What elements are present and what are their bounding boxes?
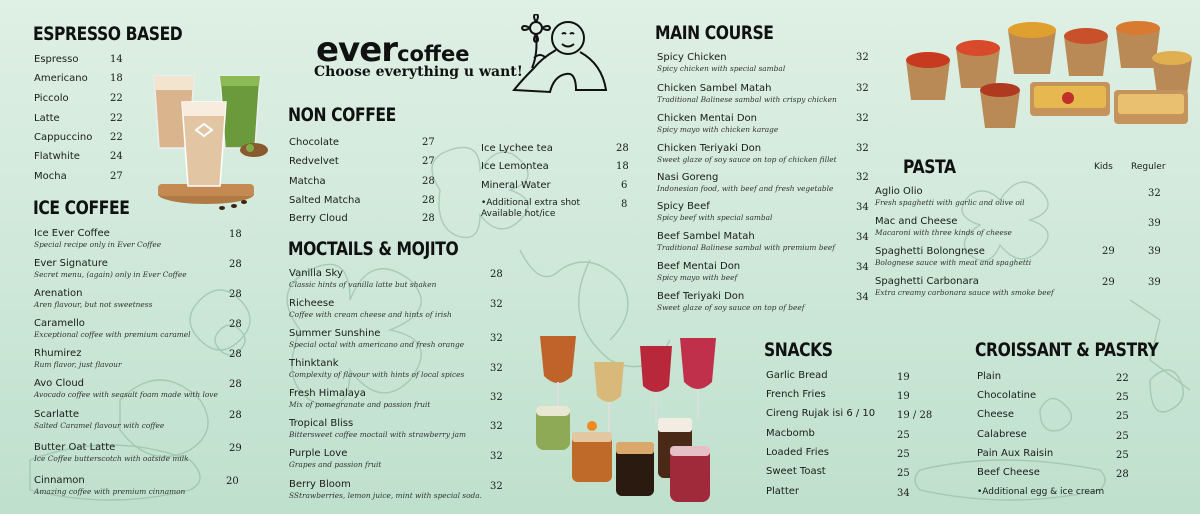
espresso-section-title: ESPRESSO BASED: [33, 23, 183, 45]
pasta-section-title: PASTA: [903, 156, 956, 178]
menu-item: Cinnamon Amazing coffee with premium cinnamon: [34, 475, 186, 496]
menu-item: Summer Sunshine Special octal with americano and fresh orange: [289, 328, 465, 349]
menu-item: Nasi Goreng Indonesian food, with beef and fresh vegetable: [657, 172, 834, 193]
menu-item: Espresso: [34, 54, 79, 65]
menu-item-price: 32: [490, 481, 503, 492]
menu-item-price-reguler: 32: [1148, 188, 1161, 199]
menu-item-price: 32: [856, 52, 869, 63]
menu-item: Chicken Teriyaki Don Sweet glaze of soy sauce on top of chicken fillet: [657, 143, 837, 164]
menu-item-price: 28: [229, 319, 242, 330]
menu-item: Avo Cloud Avocado coffee with seasalt foam made with love: [34, 378, 218, 399]
menu-item-price: 25: [897, 430, 910, 441]
menu-item: Spaghetti Carbonara Extra creamy carbonara sauce with smoke beef: [875, 276, 1054, 297]
menu-item: Fresh Himalaya Mix of pomegranate and passion fruit: [289, 388, 431, 409]
menu-item: Platter: [766, 486, 800, 497]
menu-item-price: 22: [110, 132, 123, 143]
menu-item: Ice Lemontea: [481, 161, 549, 172]
menu-item: Pain Aux Raisin: [977, 448, 1054, 459]
menu-item: Aglio Olio Fresh spaghetti with garlic and olive oil: [875, 186, 1025, 207]
menu-item: Cheese: [977, 409, 1014, 420]
menu-item: Macbomb: [766, 428, 815, 439]
additional-egg-note: •Additional egg & ice cream: [977, 487, 1105, 497]
non-coffee-section-title: NON COFFEE: [288, 104, 396, 126]
food-bowls-image: [900, 20, 1196, 138]
menu-item: Rhumirez Rum flavor, just flavour: [34, 348, 122, 369]
menu-item: Purple Love Grapes and passion fruit: [289, 448, 382, 469]
menu-item: Berry Bloom SStrawberries, lemon juice, mint with special soda.: [289, 479, 483, 500]
snacks-section-title: SNACKS: [764, 339, 833, 361]
menu-item: Garlic Bread: [766, 370, 828, 381]
menu-item-price: 19: [897, 372, 910, 383]
menu-item: Beef Sambel Matah Traditional Balinese sambal with premium beef: [657, 231, 836, 252]
menu-item: Mocha: [34, 171, 67, 182]
menu-item-price: 22: [110, 113, 123, 124]
menu-item-price: 25: [1116, 392, 1129, 403]
menu-item-price-reguler: 39: [1148, 246, 1161, 257]
extra-shot-price: 8: [621, 199, 628, 210]
menu-item: Beef Mentai Don Spicy mayo with beef: [657, 261, 741, 282]
menu-item-price: 6: [621, 180, 628, 191]
menu-item-price: 32: [490, 451, 503, 462]
brand-ever-text: ever: [316, 30, 398, 70]
menu-item-price: 27: [422, 137, 435, 148]
menu-item: Ice Ever Coffee Special recipe only in Ever Coffee: [34, 228, 162, 249]
menu-item-price: 34: [856, 202, 869, 213]
menu-item-price: 25: [897, 449, 910, 460]
menu-item-price: 32: [856, 143, 869, 154]
croissant-section-title: CROISSANT & PASTRY: [975, 339, 1159, 361]
menu-item: Cappuccino: [34, 132, 93, 143]
menu-item-price: 14: [110, 54, 123, 65]
menu-item-price: 18: [616, 161, 629, 172]
menu-item: Redvelvet: [289, 156, 339, 167]
menu-item: Spicy Beef Spicy beef with special sambal: [657, 201, 773, 222]
menu-item-price: 25: [1116, 431, 1129, 442]
menu-item: Beef Cheese: [977, 467, 1040, 478]
menu-item: Chocolate: [289, 137, 340, 148]
menu-item: Vanilla Sky Classic hints of vanilla latte but shaken: [289, 268, 437, 289]
menu-item-price-kids: 29: [1102, 277, 1115, 288]
mascot-icon: [506, 14, 610, 94]
menu-item: Chicken Sambel Matah Traditional Balinese sambal with crispy chicken: [657, 83, 837, 104]
menu-item-price: 19: [897, 391, 910, 402]
menu-item: French Fries: [766, 389, 826, 400]
menu-item: Ice Lychee tea: [481, 143, 553, 154]
mocktails-image: [532, 322, 732, 508]
ice-coffee-section-title: ICE COFFEE: [33, 197, 130, 219]
menu-item-price: 28: [229, 379, 242, 390]
menu-item-price: 34: [897, 488, 910, 499]
menu-item-price: 28: [229, 259, 242, 270]
menu-item-price: 32: [490, 299, 503, 310]
menu-item: Flatwhite: [34, 151, 80, 162]
menu-item-price: 22: [1116, 373, 1129, 384]
menu-item: Ever Signature Secret menu, (again) only in Ever Coffee: [34, 258, 187, 279]
pasta-reguler-column-header: Reguler: [1131, 162, 1166, 172]
menu-item-price-reguler: 39: [1148, 218, 1161, 229]
menu-item: Tropical Bliss Bittersweet coffee moctail with strawberry jam: [289, 418, 466, 439]
menu-item: Arenation Aren flavour, but not sweetness: [34, 288, 153, 309]
menu-item-price: 28: [229, 349, 242, 360]
menu-item-price-reguler: 39: [1148, 277, 1161, 288]
menu-item-price: 28: [229, 289, 242, 300]
menu-item-price: 22: [110, 93, 123, 104]
menu-item-price: 32: [490, 363, 503, 374]
pasta-kids-column-header: Kids: [1094, 162, 1113, 172]
menu-item-price-kids: 29: [1102, 246, 1115, 257]
menu-item-price: 28: [422, 213, 435, 224]
menu-item-price: 34: [856, 292, 869, 303]
menu-item-price: 28: [490, 269, 503, 280]
menu-item-price: 25: [1116, 411, 1129, 422]
menu-item-price: 18: [110, 73, 123, 84]
menu-item-price: 32: [856, 113, 869, 124]
menu-item: Butter Oat Latte Ice Coffee butterscotch with oatside milk: [34, 442, 189, 463]
menu-item-price: 27: [110, 171, 123, 182]
menu-item-price: 28: [422, 176, 435, 187]
menu-item-price: 18: [229, 229, 242, 240]
menu-item-price: 32: [490, 333, 503, 344]
menu-item-price: 19 / 28: [897, 410, 933, 421]
menu-item: Beef Teriyaki Don Sweet glaze of soy sauce on top of beef: [657, 291, 805, 312]
menu-item: Mac and Cheese Macaroni with three kinds of cheese: [875, 216, 1012, 237]
menu-item-price: 28: [422, 195, 435, 206]
menu-item-price: 34: [856, 232, 869, 243]
menu-item: Spicy Chicken Spicy chicken with special sambal: [657, 52, 786, 73]
menu-item: Sweet Toast: [766, 466, 826, 477]
menu-item-price: 25: [897, 468, 910, 479]
menu-item: Chicken Mentai Don Spicy mayo with chicken karage: [657, 113, 779, 134]
menu-item: Caramello Exceptional coffee with premium caramel: [34, 318, 191, 339]
menu-item-price: 28: [229, 410, 242, 421]
menu-item: Thinktank Complexity of flavour with hints of local spices: [289, 358, 465, 379]
extra-shot-note: •Additional extra shot Available hot/ice: [481, 198, 581, 219]
menu-item-price: 28: [616, 143, 629, 154]
menu-item: Americano: [34, 73, 88, 84]
menu-item: Calabrese: [977, 429, 1027, 440]
menu-item-price: 32: [490, 392, 503, 403]
menu-item: Chocolatine: [977, 390, 1037, 401]
menu-item: Richeese Coffee with cream cheese and hints of irish: [289, 298, 452, 319]
menu-item-price: 28: [1116, 469, 1129, 480]
moctails-section-title: MOCTAILS & MOJITO: [288, 238, 459, 260]
menu-item: Latte: [34, 113, 60, 124]
menu-item: Berry Cloud: [289, 213, 348, 224]
menu-item-price: 32: [856, 83, 869, 94]
coffee-cups-image: [146, 66, 276, 212]
menu-item: Loaded Fries: [766, 447, 829, 458]
menu-item-price: 32: [490, 421, 503, 432]
menu-item-price: 24: [110, 151, 123, 162]
menu-item-price: 27: [422, 156, 435, 167]
menu-item-price: 34: [856, 262, 869, 273]
menu-item: Scarlatte Salted Caramel flavour with coffee: [34, 409, 165, 430]
tagline: Choose everything u want!: [314, 64, 523, 80]
menu-item-price: 20: [226, 476, 239, 487]
menu-item: Matcha: [289, 176, 326, 187]
menu-item: Plain: [977, 371, 1002, 382]
menu-item-price: 29: [229, 443, 242, 454]
menu-item: Piccolo: [34, 93, 69, 104]
menu-item: Mineral Water: [481, 180, 551, 191]
menu-item: Spaghetti Bolongnese Bolognese sauce with meat and spaghetti: [875, 246, 1032, 267]
brand-coffee-text: coffee: [397, 42, 470, 66]
menu-item-price: 32: [856, 172, 869, 183]
menu-item-price: 25: [1116, 450, 1129, 461]
menu-item: Salted Matcha: [289, 195, 361, 206]
main-course-section-title: MAIN COURSE: [655, 22, 774, 44]
menu-item: Cireng Rujak isi 6 / 10: [766, 408, 876, 419]
